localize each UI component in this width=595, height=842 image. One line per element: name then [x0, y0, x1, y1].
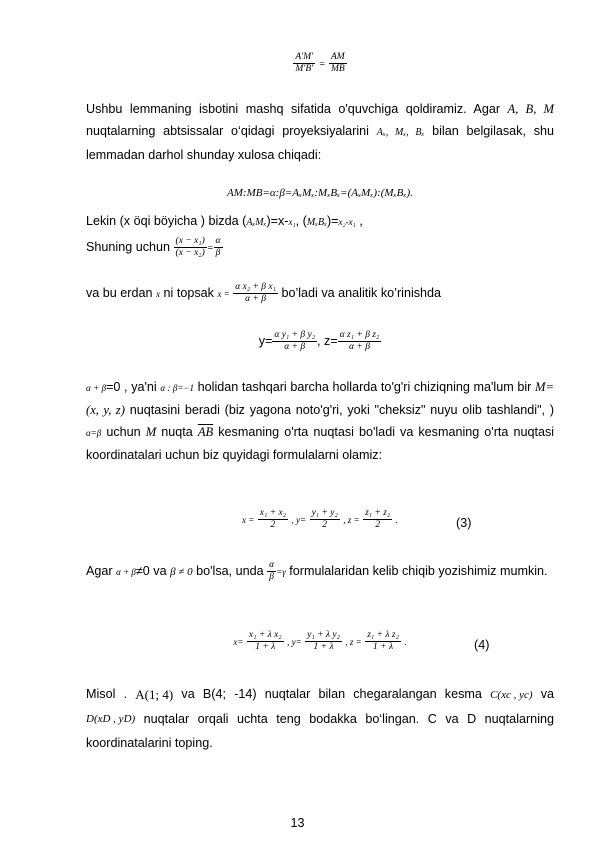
math-point-d: D(xD , yD) [86, 713, 136, 726]
fraction-y-mid [310, 508, 340, 531]
math-expr: α + β [86, 383, 107, 393]
math-x1: x₁ [288, 217, 296, 227]
equation-number: (3) [456, 516, 472, 530]
text: nuqtalarning abtsissalar o‘qidagi proyeksiyalarini [86, 124, 369, 138]
text: x= [233, 637, 244, 647]
fraction-x-lambda [247, 630, 284, 653]
fraction-denominator: (x − x₂) [175, 248, 205, 259]
text: kesmaning o'rta nuqtasi bo'ladi va kesmaning o'rta nuqtasi koordinatalari uchun biz quyidagi formulalarni olamiz: [86, 425, 555, 462]
fraction-denominator: β [215, 248, 221, 259]
fraction-numerator: α y₁ + β y₂ [274, 330, 316, 341]
fraction-x-mid [258, 508, 288, 531]
text: bilan belgilasak, shu lemmadan darhol shunday xulosa chiqadi: [86, 124, 555, 162]
fraction-numerator: AM [330, 52, 345, 63]
text: ni topsak [163, 286, 214, 300]
fraction-denominator: MB [330, 64, 345, 75]
fraction-y-lambda [305, 630, 342, 653]
fraction-denominator: 1 + λ [255, 642, 276, 653]
fraction-denominator: 2 [322, 520, 328, 531]
fraction-numerator: A′M′ [295, 52, 314, 63]
text: Ushbu lemmaning isbotini mashq sifatida o'quvchiga qoldiramiz. Agar [86, 102, 501, 116]
fraction-denominator: 2 [375, 520, 381, 531]
fraction-denominator: α + β [284, 342, 306, 353]
math-projections: Aₓ, Mₓ, Bₓ [376, 127, 425, 138]
fraction-segment [329, 52, 347, 75]
text: , z = [345, 637, 362, 647]
paragraph-lemma [86, 98, 554, 166]
fraction-numerator: (x − x₁) [175, 236, 205, 247]
fraction-denominator: β [269, 572, 275, 583]
equals: = [206, 243, 214, 254]
text: . [404, 637, 407, 647]
math-expr: α + β [116, 567, 136, 577]
text: uchun [106, 425, 141, 439]
fraction-numerator: α z₁ + β z₂ [339, 330, 380, 341]
page-number: 13 [290, 816, 305, 830]
text: va [540, 687, 555, 701]
math-point-c: C(xc , yc) [490, 688, 533, 701]
math-point-a: A(1; 4) [135, 686, 174, 702]
text: , y= [287, 637, 302, 647]
text: , y= [291, 515, 307, 525]
fraction-denominator: 1 + λ [313, 642, 334, 653]
fraction-x [174, 236, 207, 259]
text: )=x- [266, 214, 289, 228]
math-difference: x₂-x₁ [338, 217, 356, 227]
fraction-alpha-beta [214, 236, 223, 259]
paragraph-lekin [86, 210, 554, 234]
fraction-denominator: α + β [245, 294, 267, 305]
top-formula: $\frac{A'M'}{M'B'}$ = $\frac{AM}{MB}$ [295, 52, 345, 75]
fraction-numerator: z₁ + λ z₂ [367, 630, 399, 641]
fraction-numerator: z₁ + z₂ [365, 508, 391, 519]
text: bo'lsa, unda [196, 564, 264, 578]
text: , ( [295, 214, 307, 228]
fraction-numerator: α [215, 236, 221, 247]
fraction-gamma [267, 560, 276, 583]
paragraph-midpoint [86, 376, 554, 466]
math-points: A, B, M [507, 102, 554, 116]
text: Lekin (x öqi böyicha ) bizda ( [86, 214, 247, 228]
text: y= [258, 334, 273, 348]
fraction-numerator: y₁ + y₂ [311, 508, 338, 519]
text: formulalaridan kelib chiqib yozishimiz mumkin. [289, 564, 548, 578]
math-x: x [156, 289, 161, 299]
math-segment-ab: $\overline{AB}$ [197, 425, 214, 439]
fraction-z [338, 330, 382, 353]
fraction-denominator: α + β [349, 342, 370, 353]
text: , z = [343, 515, 360, 525]
text: )= [326, 214, 339, 228]
text: Agar [86, 564, 113, 578]
math-expr: =γ [276, 567, 286, 577]
math-x: x = [217, 289, 230, 299]
math-expr: α=β [86, 428, 102, 438]
equation-3 [86, 508, 554, 531]
fraction-z-mid [363, 508, 392, 531]
math-segment: AₓMₓ [246, 217, 267, 228]
equation-number: (4) [474, 638, 490, 652]
paragraph-vabu [86, 282, 554, 305]
math-point-m: M= (x, y, z) [86, 380, 554, 417]
fraction-denominator: M′B′ [295, 64, 314, 75]
paragraph-agar [86, 560, 554, 583]
fraction-projection [293, 52, 315, 75]
text: . [395, 515, 399, 525]
text: x = [241, 515, 255, 525]
text: Misol . [86, 687, 128, 701]
math-segment: MₓBₓ [306, 217, 327, 228]
paragraph-misol [86, 682, 554, 755]
fraction-numerator: x₁ + x₂ [259, 508, 286, 519]
text: =0 , ya'ni [106, 380, 157, 394]
text: ≠0 va [135, 564, 167, 578]
yz-formula [86, 330, 554, 353]
text: va B(4; -14) nuqtalar bilan chegaralangan kesma [181, 687, 482, 701]
fraction-numerator: α [269, 560, 275, 571]
text: nuqta [161, 425, 193, 439]
fraction-x-formula [233, 282, 278, 305]
text: , z= [317, 334, 338, 348]
fraction-denominator: 2 [270, 520, 276, 531]
fraction-denominator: 1 + λ [373, 642, 394, 653]
fraction-numerator: y₁ + λ y₂ [307, 630, 340, 641]
math-expr: β ≠ 0 [170, 566, 193, 578]
text: bo’ladi va analitik ko’rinishda [281, 286, 442, 300]
text: , [355, 214, 363, 228]
fraction-numerator: α x₂ + β x₁ [235, 282, 276, 293]
math-m: M [145, 425, 157, 439]
text: holidan tashqari barcha hollarda to'g'ri chiziqning ma'lum bir [197, 380, 532, 394]
math-expr: α : β=−1 [160, 383, 194, 393]
fraction-y [272, 330, 317, 353]
text: nuqtalar orqali uchta teng bodakka bo‘lingan. C va D nuqtalarning koordinatalarini toping. [86, 711, 554, 751]
text: Shuning uchun [86, 240, 171, 254]
paragraph-shuning [86, 236, 554, 260]
ratio-equation: AM:MB=α:β=AₓMₓ:MₓBₓ=(AₓMₓ):(MₓBₓ). [227, 187, 413, 199]
text: va bu erdan [86, 286, 153, 300]
text: nuqtasini beradi (biz yagona noto'g'ri, yoki "cheksiz" nuyu olib tashlandi", ) [129, 403, 555, 417]
fraction-z-lambda [365, 630, 401, 653]
fraction-numerator: x₁ + λ x₂ [248, 630, 282, 641]
